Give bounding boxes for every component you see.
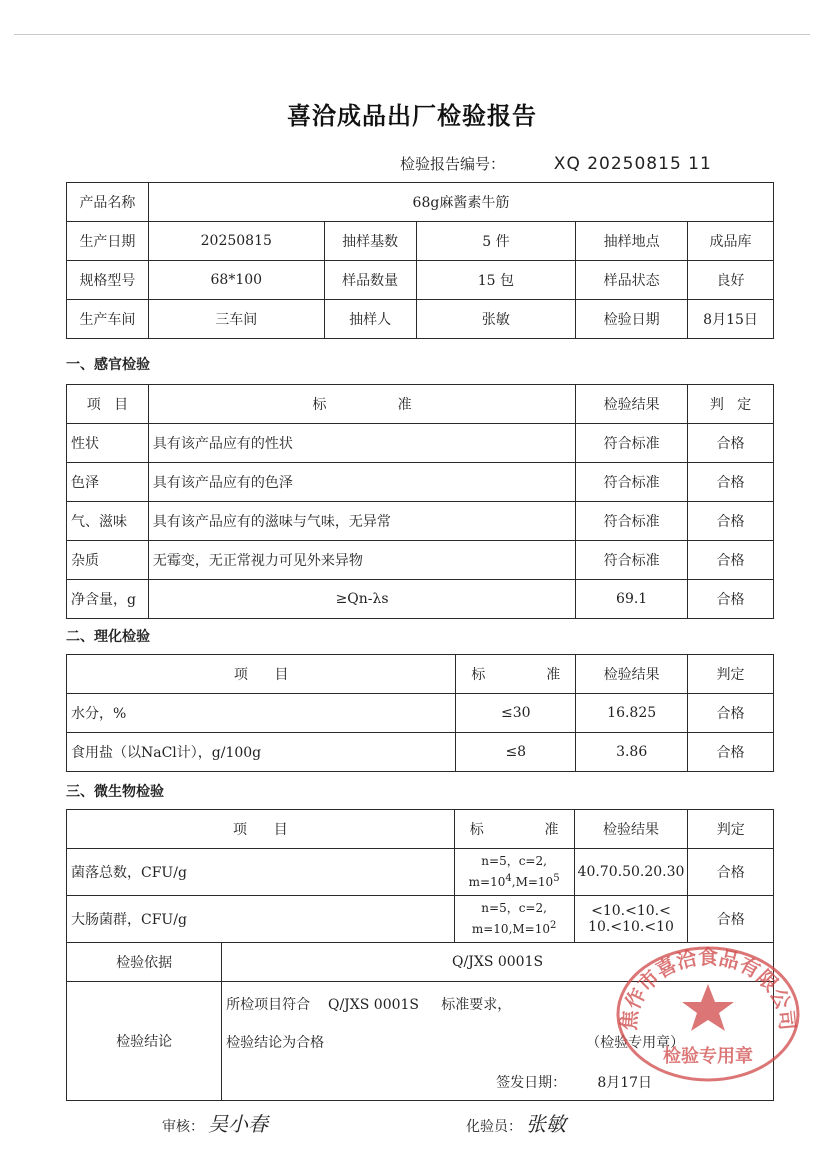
micro-header-standard: 标 准 — [454, 810, 574, 849]
product-info-table — [66, 182, 774, 339]
inspector-signature: 化验员： 张敏 — [466, 1112, 566, 1136]
sample-qty-value: 15 包 — [416, 261, 576, 300]
table-row — [67, 463, 774, 502]
table-row — [67, 502, 774, 541]
sampler-value: 张敏 — [416, 300, 576, 339]
row-item: 杂质 — [67, 541, 149, 580]
workshop-label: 生产车间 — [67, 300, 149, 339]
row-standard: 具有该产品应有的性状 — [148, 424, 575, 463]
row-standard: 无霉变，无正常视力可见外来异物 — [148, 541, 575, 580]
prod-date-value: 20250815 — [148, 222, 324, 261]
sample-place-label: 抽样地点 — [576, 222, 688, 261]
row-standard: n=5，c=2, $m=10^4,M=10^5$ — [454, 849, 574, 896]
table-row — [67, 849, 774, 896]
table-row — [67, 424, 774, 463]
row-result: 符合标准 — [576, 502, 688, 541]
row-result: <10.<10.< 10.<10.<10 — [574, 896, 688, 943]
section3-title: 三、微生物检验 — [66, 784, 164, 800]
conclusion-cell — [222, 982, 774, 1101]
row-standard: 具有该产品应有的滋味与气味，无异常 — [148, 502, 575, 541]
table-row — [67, 580, 774, 619]
physchem-header-standard: 标 准 — [456, 655, 576, 694]
row-item: 食用盐（以NaCl计），g/100g — [67, 733, 456, 772]
sensory-header-result: 检验结果 — [576, 385, 688, 424]
row-item: 大肠菌群，CFU/g — [67, 896, 455, 943]
row-judgement: 合格 — [688, 580, 774, 619]
row-standard: n=5，c=2, $m=10,M=10^2$ — [454, 896, 574, 943]
sample-state-label: 样品状态 — [576, 261, 688, 300]
conclusion-line1: 所检项目符合 Q/JXS 0001S 标准要求， — [226, 997, 512, 1013]
section1-title: 一、感官检验 — [66, 357, 150, 373]
row-standard: ≥Qn-λs — [148, 580, 575, 619]
report-number — [400, 153, 712, 174]
basis-label: 检验依据 — [67, 943, 222, 982]
micro-header-item: 项 目 — [67, 810, 455, 849]
physchem-header-result: 检验结果 — [576, 655, 688, 694]
row-judgement: 合格 — [688, 896, 774, 943]
sensory-header-standard: 标 准 — [148, 385, 575, 424]
row-result: 69.1 — [576, 580, 688, 619]
product-name-value: 68g麻酱素牛筋 — [148, 183, 773, 222]
conclusion-line2: 检验结论为合格 — [226, 1035, 325, 1051]
section2-title: 二、理化检验 — [66, 629, 150, 645]
micro-table — [66, 809, 774, 1101]
sample-place-value: 成品库 — [688, 222, 774, 261]
svg-text:焦作市喜洽食品有限公司: 焦作市喜洽食品有限公司 — [616, 945, 800, 1032]
row-standard: ≤30 — [456, 694, 576, 733]
row-item: 性状 — [67, 424, 149, 463]
top-divider — [14, 34, 810, 35]
row-item: 净含量，g — [67, 580, 149, 619]
table-row — [67, 733, 774, 772]
row-item: 气、滋味 — [67, 502, 149, 541]
inspect-date-value: 8月15日 — [688, 300, 774, 339]
row-result: 符合标准 — [576, 541, 688, 580]
report-number-value: XQ 20250815 11 — [553, 154, 712, 174]
row-judgement: 合格 — [688, 541, 774, 580]
row-judgement: 合格 — [688, 463, 774, 502]
stamp-note: （检验专用章） — [586, 1035, 685, 1051]
sampler-label: 抽样人 — [324, 300, 416, 339]
report-number-label: 检验报告编号： — [400, 155, 506, 173]
row-result: 符合标准 — [576, 424, 688, 463]
workshop-value: 三车间 — [148, 300, 324, 339]
row-result: 3.86 — [576, 733, 688, 772]
physchem-header-item: 项 目 — [67, 655, 456, 694]
sensory-table — [66, 384, 774, 619]
sample-base-value: 5 件 — [416, 222, 576, 261]
inspect-date-label: 检验日期 — [576, 300, 688, 339]
row-item: 色泽 — [67, 463, 149, 502]
table-row — [67, 896, 774, 943]
row-judgement: 合格 — [688, 849, 774, 896]
physchem-header-judgement: 判定 — [688, 655, 774, 694]
spec-value: 68*100 — [148, 261, 324, 300]
issue-date: 签发日期： 8月17日 — [496, 1075, 653, 1091]
row-result: 40.70.50.20.30 — [574, 849, 688, 896]
row-result: 符合标准 — [576, 463, 688, 502]
sensory-header-judgement: 判 定 — [688, 385, 774, 424]
row-standard: 具有该产品应有的色泽 — [148, 463, 575, 502]
micro-header-judgement: 判定 — [688, 810, 774, 849]
sample-base-label: 抽样基数 — [324, 222, 416, 261]
row-judgement: 合格 — [688, 502, 774, 541]
micro-header-result: 检验结果 — [574, 810, 688, 849]
spec-label: 规格型号 — [67, 261, 149, 300]
row-judgement: 合格 — [688, 694, 774, 733]
prod-date-label: 生产日期 — [67, 222, 149, 261]
table-row — [67, 541, 774, 580]
row-judgement: 合格 — [688, 424, 774, 463]
sample-qty-label: 样品数量 — [324, 261, 416, 300]
sensory-header-item: 项 目 — [67, 385, 149, 424]
physchem-table — [66, 654, 774, 772]
reviewer-signature: 审核： 吴小春 — [162, 1112, 268, 1136]
conclusion-label: 检验结论 — [67, 982, 222, 1101]
row-judgement: 合格 — [688, 733, 774, 772]
table-row — [67, 694, 774, 733]
product-name-label: 产品名称 — [67, 183, 149, 222]
svg-text:检验专用章: 检验专用章 — [663, 1046, 753, 1067]
basis-value: Q/JXS 0001S — [222, 943, 774, 982]
row-item: 菌落总数，CFU/g — [67, 849, 455, 896]
sample-state-value: 良好 — [688, 261, 774, 300]
row-result: 16.825 — [576, 694, 688, 733]
row-standard: ≤8 — [456, 733, 576, 772]
report-title: 喜洽成品出厂检验报告 — [287, 102, 537, 130]
row-item: 水分，% — [67, 694, 456, 733]
